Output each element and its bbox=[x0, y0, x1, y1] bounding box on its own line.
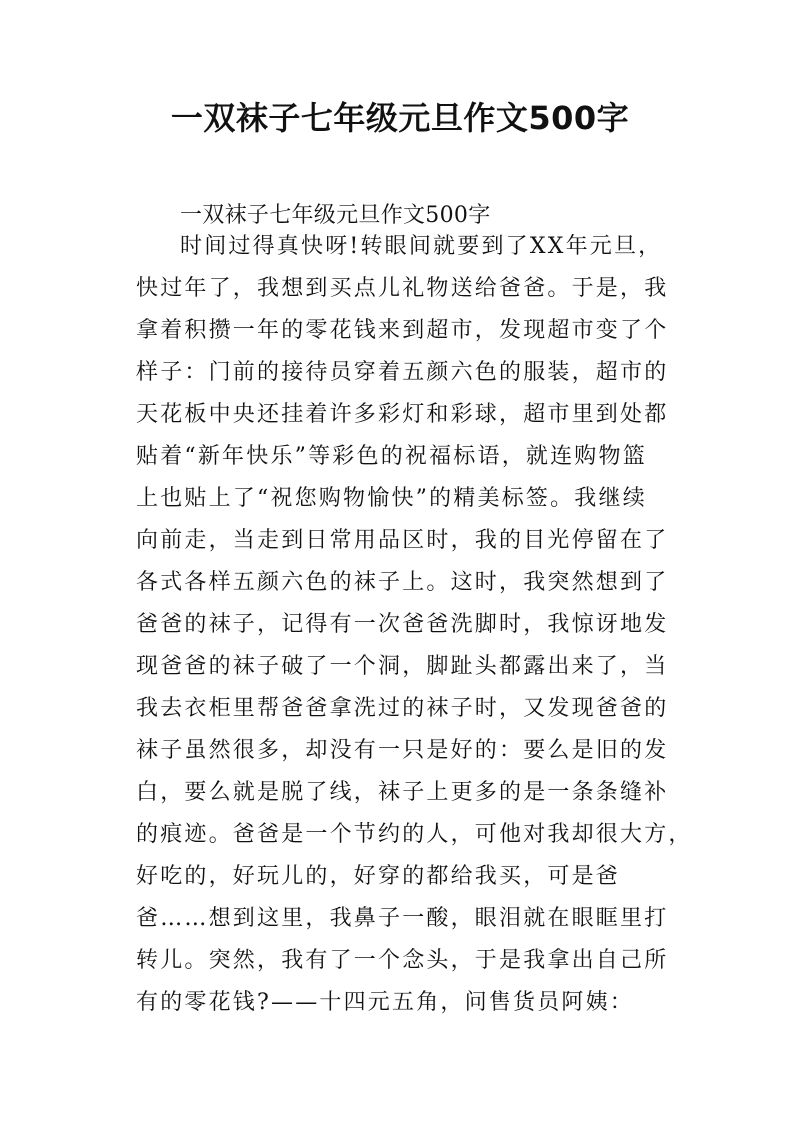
document-title: 一双袜子七年级元旦作文500字 bbox=[170, 99, 630, 137]
essay-line: 白，要么就是脱了线，袜子上更多的是一条条缝补 bbox=[136, 780, 669, 805]
essay-line: 现爸爸的袜子破了一个洞，脚趾头都露出来了，当 bbox=[136, 654, 669, 679]
essay-line: 好吃的，好玩儿的，好穿的都给我买，可是爸 bbox=[136, 864, 621, 889]
essay-line: 爸……想到这里，我鼻子一酸，眼泪就在眼眶里打 bbox=[136, 906, 669, 931]
essay-line: 的痕迹。爸爸是一个节约的人，可他对我却很大方， bbox=[136, 822, 693, 847]
document-subtitle: 一双袜子七年级元旦作文500字 bbox=[180, 203, 491, 228]
essay-line: 爸爸的袜子，记得有一次爸爸洗脚时，我惊讶地发 bbox=[136, 612, 669, 637]
essay-line: 时间过得真快呀!转眼间就要到了XX年元旦， bbox=[180, 234, 663, 259]
essay-line: 向前走，当走到日常用品区时，我的目光停留在了 bbox=[136, 528, 669, 553]
essay-line: 各式各样五颜六色的袜子上。这时，我突然想到了 bbox=[136, 570, 669, 595]
essay-line: 快过年了，我想到买点儿礼物送给爸爸。于是，我 bbox=[136, 276, 669, 301]
essay-line: 上也贴上了“祝您购物愉快”的精美标签。我继续 bbox=[136, 486, 647, 511]
essay-line: 天花板中央还挂着许多彩灯和彩球，超市里到处都 bbox=[136, 402, 669, 427]
essay-line: 有的零花钱?——十四元五角，问售货员阿姨： bbox=[136, 990, 634, 1015]
essay-line: 我去衣柜里帮爸爸拿洗过的袜子时，又发现爸爸的 bbox=[136, 696, 669, 721]
essay-line: 拿着积攒一年的零花钱来到超市，发现超市变了个 bbox=[136, 318, 669, 343]
essay-line: 袜子虽然很多，却没有一只是好的：要么是旧的发 bbox=[136, 738, 669, 763]
essay-line: 转儿。突然，我有了一个念头，于是我拿出自己所 bbox=[136, 948, 669, 973]
essay-body bbox=[136, 226, 693, 1024]
essay-line: 贴着“新年快乐”等彩色的祝福标语，就连购物篮 bbox=[136, 444, 647, 469]
essay-line: 样子：门前的接待员穿着五颜六色的服装，超市的 bbox=[136, 360, 669, 385]
